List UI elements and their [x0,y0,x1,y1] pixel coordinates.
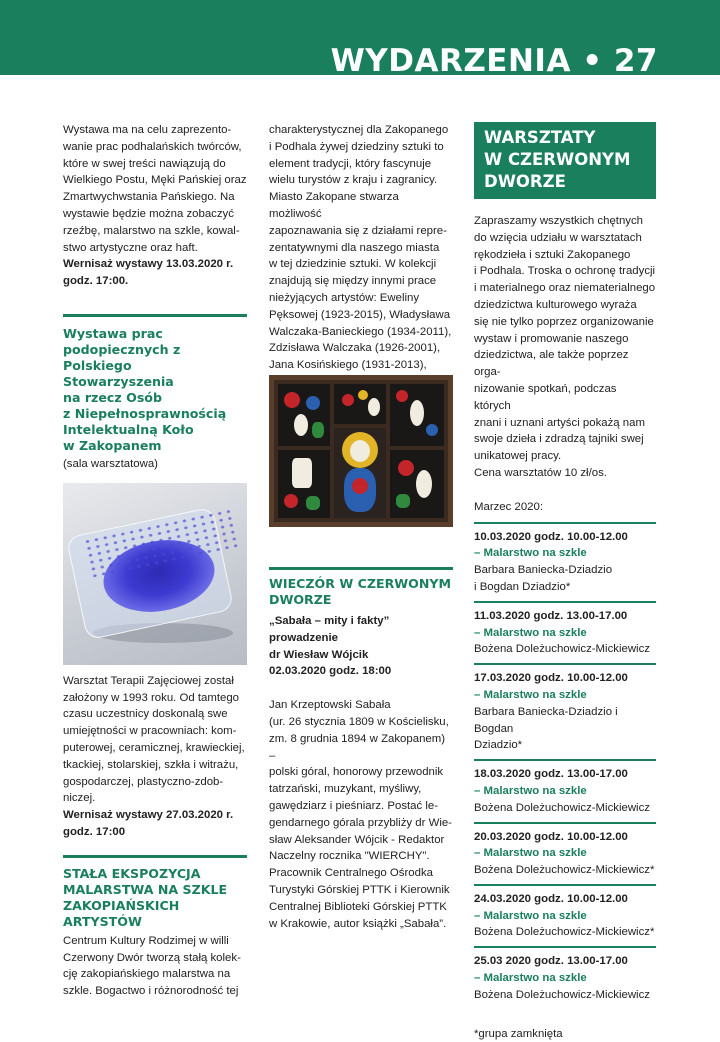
schedule-subject: – Malarstwo na szkle [474,972,587,985]
section2-venue: (sala warsztatowa) [63,457,158,470]
schedule-subject: – Malarstwo na szkle [474,784,587,797]
schedule-subject: – Malarstwo na szkle [474,688,587,701]
workshops-title: WARSZTATY W CZERWONYM DWORZE [474,122,656,199]
schedule-divider [474,522,656,524]
column-left [63,122,247,1000]
section-divider [269,567,453,570]
schedule-divider [474,663,656,665]
column-right [474,122,656,1042]
schedule-subject: – Malarstwo na szkle [474,847,587,860]
schedule-instructor: Bożena Doleżuchowicz-Mickiewicz [474,801,650,814]
schedule-divider [474,822,656,824]
schedule-date: 18.03.2020 godz. 13.00-17.00 [474,768,628,781]
schedule-instructor: Bożena Doleżuchowicz-Mickiewicz [474,643,650,656]
schedule-item [474,953,656,1003]
schedule-list [474,529,656,1004]
schedule-date: 11.03.2020 godz. 13.00-17.00 [474,609,628,622]
schedule-instructor: Bożena Doleżuchowicz-Mickiewicz* [474,864,655,877]
painting-panel [390,384,444,446]
painting-panel [390,450,444,518]
schedule-item [474,529,656,603]
schedule-item [474,670,656,761]
schedule-divider [474,601,656,603]
footnote: *grupa zamknięta [474,1027,563,1040]
event-text: Jan Krzeptowski Sabała (ur. 26 stycznia 1809 w Kościelisku, zm. 8 grudnia 1894 w Zakopanem) – polski góral, honorowy przewodnik tatrzański, muzykant, myśliwy, gawędziarz i pieśniarz. Postać le- gendarnego górala przybliży dr Wie- sław Aleksander Wójcik - Redaktor Naczelny rocznika "WIERCHY". Pracownik Centralnego Ośrodka Turystyki Górskiej PTTK i Kierownik Centralnej Biblioteki Górskiej PTTK w Krakowie, autor książki „Sabała”. [269,699,452,930]
section2-text: Warsztat Terapii Zajęciowej został założony w 1993 roku. Od tamtego czasu uczestnicy doskonalą swe umiejętności w pracowniach: kom- puterowej, ceramicznej, krawieckiej, tkackiej, stolarskiej, szkła i witrażu, gospodarczej, plastyczno-zdob- niczej. [63,674,245,805]
schedule-subject: – Malarstwo na szkle [474,547,587,560]
section2-title: Wystawa prac podopiecznych z Polskiego Stowarzyszenia na rzecz Osób z Niepełnosprawnością Intelektualną Koło w Zakopanem [63,325,227,453]
page-header [0,0,720,79]
schedule-date: 10.03.2020 godz. 10.00-12.00 [474,530,628,543]
event-section [269,567,453,932]
column-middle [269,122,453,408]
schedule-item [474,766,656,823]
schedule-subject: – Malarstwo na szkle [474,909,587,922]
painting-panel [278,384,330,446]
schedule-date: 25.03 2020 godz. 13.00-17.00 [474,955,628,968]
section2-vernissage: Wernisaż wystawy 27.03.2020 r. godz. 17:00 [63,809,234,838]
workshops-month: Marzec 2020: [474,500,544,513]
intro-vernissage: Wernisaż wystawy 13.03.2020 r. godz. 17:00. [63,258,234,288]
painting-panel [278,450,330,518]
painting-panel [334,384,386,424]
schedule-item [474,891,656,948]
schedule-date: 20.03.2020 godz. 10.00-12.00 [474,830,628,843]
schedule-item [474,608,656,665]
folk-painting-photo [269,375,453,527]
schedule-instructor: Barbara Baniecka-Dziadzio i Bogdan Dziadzio* [474,564,613,593]
section3-text: Centrum Kultury Rodzimej w willi Czerwony Dwór tworzą stałą kolek- cję zakopiańskiego malarstwa na szkle. Bogactwo i różnorodność tej [63,934,241,998]
schedule-date: 17.03.2020 godz. 10.00-12.00 [474,672,628,685]
section-divider [63,314,247,317]
schedule-instructor: Barbara Baniecka-Dziadzio i Bogdan Dziadzio* [474,705,618,752]
intro-text: Wystawa ma na celu zaprezento- wanie prac podhalańskich twórców, które w swej treści nawiązują do Wielkiego Postu, Męki Pańskiej oraz Zmartwychwstania Pańskiego. Na wystawie będzie można zobaczyć rzeźbę, malarstwo na szkle, kowal- stwo artystyczne oraz haft. [63,124,247,254]
event-title: WIECZÓR W CZERWONYM DWORZE [269,576,452,607]
page-title: WYDARZENIA • 27 [330,43,658,79]
section3-title: STAŁA EKSPOZYCJA MALARSTWA NA SZKLE ZAKOPIAŃSKICH ARTYSTÓW [63,865,228,929]
painting-panel [334,428,386,518]
collection-text: charakterystycznej dla Zakopanego i Podhala żywej dziedziny sztuki to element tradycji, który fascynuje wielu turystów z kraju i zagranicy. Miasto Zakopane stwarza możliwość zapoznawania się z działami repre- zentatywnymi dla naszego miasta w tej dziedzinie sztuki. W kolekcji znajdują się między innymi prace nieżyjących artystów: Eweliny Pęksowej (1923-2015), Władysława Walczaka-Banieckiego (1934-2011), Zdzisława Walczaka (1926-2001), Jana Kosińskiego (1931-2013), [269,124,452,372]
schedule-item [474,829,656,886]
schedule-date: 24.03.2020 godz. 10.00-12.00 [474,892,628,905]
schedule-divider [474,946,656,948]
workshops-intro: Zapraszamy wszystkich chętnych do wzięcia udziału w warsztatach rękodzieła i sztuki Zakopanego i Podhala. Troska o ochronę tradycji i materialnego oraz niematerialnego dziedzictwa kulturowego wyraża się nie tylko poprzez organizowanie wystaw i promowanie naszego dziedzictwa, ale także poprzez orga- nizowanie spotkań, podczas których znani i uznani artyści pokażą nam swoje dzieła i zdradzą tajniki swej unikatowej pracy. Cena warsztatów 10 zł/os. [474,215,656,479]
glass-plate-photo [63,483,247,665]
schedule-subject: – Malarstwo na szkle [474,626,587,639]
schedule-instructor: Bożena Doleżuchowicz-Mickiewicz* [474,926,655,939]
schedule-instructor: Bożena Doleżuchowicz-Mickiewicz [474,988,650,1001]
section-divider [63,855,247,858]
event-subtitle: „Sabała – mity i fakty” prowadzenie dr Wiesław Wójcik 02.03.2020 godz. 18:00 [269,615,392,678]
schedule-divider [474,759,656,761]
schedule-divider [474,884,656,886]
